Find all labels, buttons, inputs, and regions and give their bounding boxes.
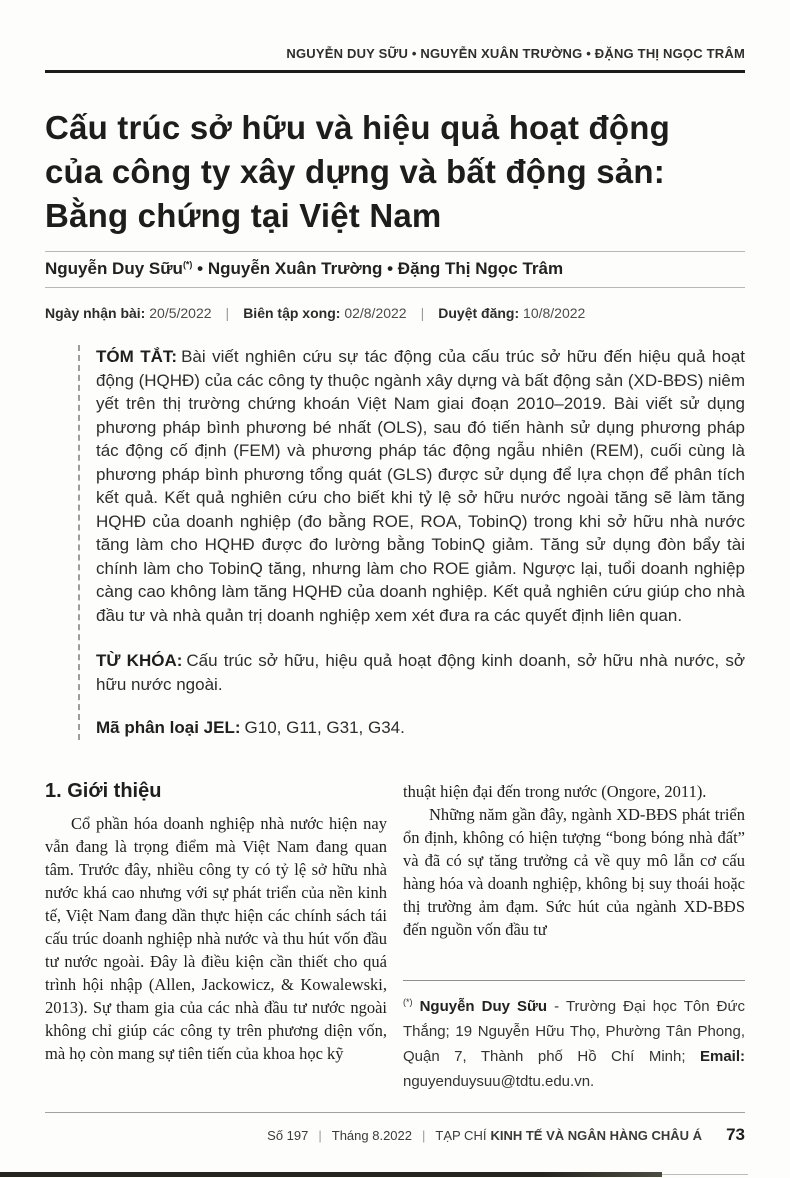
jel-paragraph bbox=[96, 716, 745, 740]
abstract-text: Bài viết nghiên cứu sự tác động của cấu trúc sở hữu đến hiệu quả hoạt động (HQHĐ) của các công ty thuộc ngành xây dựng và bất động sản (XD-BĐS) niêm yết trên thị trường chứng khoán Việt Nam giai đoạn 2010–2019. Bài viết sử dụng phương pháp bình phương bé nhất (OLS), sau đó tiến hành sử dụng phương pháp tác động cố định (FEM) và phương pháp tác động ngẫu nhiên (REM), cuối cùng là phương pháp bình phương tổng quát (GLS) được sử dụng để lựa chọn để phân tích kết quả. Kết quả nghiên cứu cho biết khi tỷ lệ sở hữu nước ngoài tăng sẽ làm tăng HQHĐ của doanh nghiệp (đo bằng ROE, ROA, TobinQ) trong khi sở hữu nhà nước tăng làm cho HQHĐ được đo lường bằng TobinQ giảm. Tăng sử dụng đòn bẩy tài chính làm cho TobinQ tăng, nhưng làm cho ROE giảm. Ngược lại, tuổi doanh nghiệp càng cao không làm tăng HQHĐ của doanh nghiệp. Kết quả nghiên cứu giúp cho nhà đầu tư và nhà quản trị doanh nghiệp xem xét đưa ra các quyết định liên quan. bbox=[96, 347, 745, 625]
dates-separator-2: | bbox=[420, 305, 425, 321]
footer-separator-2: | bbox=[422, 1127, 426, 1143]
approved-label: Duyệt đăng: bbox=[438, 305, 520, 321]
footnote-email: nguyenduysuu@tdtu.edu.vn. bbox=[403, 1072, 595, 1090]
abstract-paragraph bbox=[96, 345, 745, 627]
abstract-label: TÓM TẮT: bbox=[96, 347, 178, 366]
footnote-dash: - bbox=[547, 997, 566, 1015]
body-columns bbox=[45, 780, 745, 1094]
author-rest: • Nguyễn Xuân Trường • Đặng Thị Ngọc Trâm bbox=[192, 259, 564, 278]
section-heading: 1. Giới thiệu bbox=[45, 779, 162, 802]
scan-artifact-bar-extension bbox=[662, 1174, 748, 1175]
keywords-text: Cấu trúc sở hữu, hiệu quả hoạt động kinh doanh, sở hữu nhà nước, sở hữu nước ngoài. bbox=[96, 651, 745, 694]
footer-journal-prefix: TẠP CHÍ bbox=[435, 1127, 487, 1143]
author-first: Nguyễn Duy Sữu bbox=[45, 259, 183, 278]
page-footer bbox=[267, 1125, 745, 1145]
footer-issue: Số 197 bbox=[267, 1127, 309, 1143]
right-column-paragraph-1: thuật hiện đại đến trong nước (Ongore, 2011). bbox=[403, 781, 707, 801]
jel-label: Mã phân loại JEL: bbox=[96, 718, 241, 737]
footer-separator-1: | bbox=[318, 1127, 322, 1143]
right-column bbox=[403, 780, 745, 1094]
page-number: 73 bbox=[726, 1125, 745, 1144]
footnote-author-name: Nguyễn Duy Sữu bbox=[419, 997, 548, 1015]
right-column-paragraph-2: Những năm gần đây, ngành XD-BĐS phát triển ổn định, không có hiện tượng “bong bóng nhà đất” và đã có sự tăng trưởng cả về quy mô lẫn cơ cấu hàng hóa và doanh nghiệp, không bị suy thoái hoặc thị trường ảm đạm. Sức hút của ngành XD-BĐS đến nguồn vốn đầu tư bbox=[403, 804, 745, 939]
dates-separator-1: | bbox=[225, 305, 230, 321]
author-rule-bottom bbox=[45, 287, 745, 288]
footnote-marker: (*) bbox=[403, 996, 413, 1007]
running-header: NGUYỄN DUY SỮU • NGUYỄN XUÂN TRƯỜNG • ĐẶNG THỊ NGỌC TRÂM bbox=[286, 46, 745, 61]
keywords-label: TỪ KHÓA: bbox=[96, 651, 183, 670]
author-footnote-marker: (*) bbox=[182, 259, 193, 270]
author-line bbox=[45, 252, 745, 287]
footer-month: Tháng 8.2022 bbox=[331, 1127, 412, 1143]
approved-value: 10/8/2022 bbox=[523, 305, 586, 321]
scan-artifact-bar bbox=[0, 1172, 662, 1177]
author-footnote bbox=[403, 980, 745, 1094]
title-line-2: của công ty xây dựng và bất động sản: bbox=[45, 153, 665, 190]
left-column-paragraph: Cổ phần hóa doanh nghiệp nhà nước hiện nay vẫn đang là trọng điểm mà Việt Nam đang quan tâm. Trước đây, nhiều công ty có tỷ lệ sở hữu nhà nước khá cao nhưng với sự phát triển của nền kinh tế, Việt Nam đang dần thực hiện các chính sách tái cấu trúc doanh nghiệp nhà nước và thu hút vốn đầu tư nước ngoài. Đây là điều kiện cần thiết cho quá trình hội nhập (Allen, Jackowicz, & Kowalewski, 2013). Sự tham gia của các nhà đầu tư nước ngoài không chỉ giúp các công ty trên phương diện vốn, mà họ còn mang sự tiên tiến của khoa học kỹ bbox=[45, 813, 387, 1063]
title-line-1: Cấu trúc sở hữu và hiệu quả hoạt động bbox=[45, 109, 670, 146]
jel-text: G10, G11, G31, G34. bbox=[244, 718, 405, 737]
title-line-3: Bằng chứng tại Việt Nam bbox=[45, 197, 442, 234]
left-column bbox=[45, 780, 387, 1094]
abstract-block bbox=[78, 345, 745, 740]
header-rule bbox=[45, 70, 745, 73]
received-value: 20/5/2022 bbox=[149, 305, 212, 321]
article-title bbox=[45, 106, 745, 238]
edited-value: 02/8/2022 bbox=[344, 305, 407, 321]
footer-rule bbox=[45, 1112, 745, 1113]
edited-label: Biên tập xong: bbox=[243, 305, 341, 321]
footnote-affiliation: Trường Đại học Tôn Đức Thắng; 19 Nguyễn Hữu Thọ, Phường Tân Phong, Quận 7, Thành phố Hồ Chí Minh; bbox=[403, 997, 745, 1065]
received-label: Ngày nhận bài: bbox=[45, 305, 146, 321]
keywords-paragraph bbox=[96, 649, 745, 696]
dates-line bbox=[45, 305, 745, 321]
footnote-email-label: Email: bbox=[699, 1047, 745, 1065]
footer-journal-name: KINH TẾ VÀ NGÂN HÀNG CHÂU Á bbox=[490, 1127, 703, 1143]
